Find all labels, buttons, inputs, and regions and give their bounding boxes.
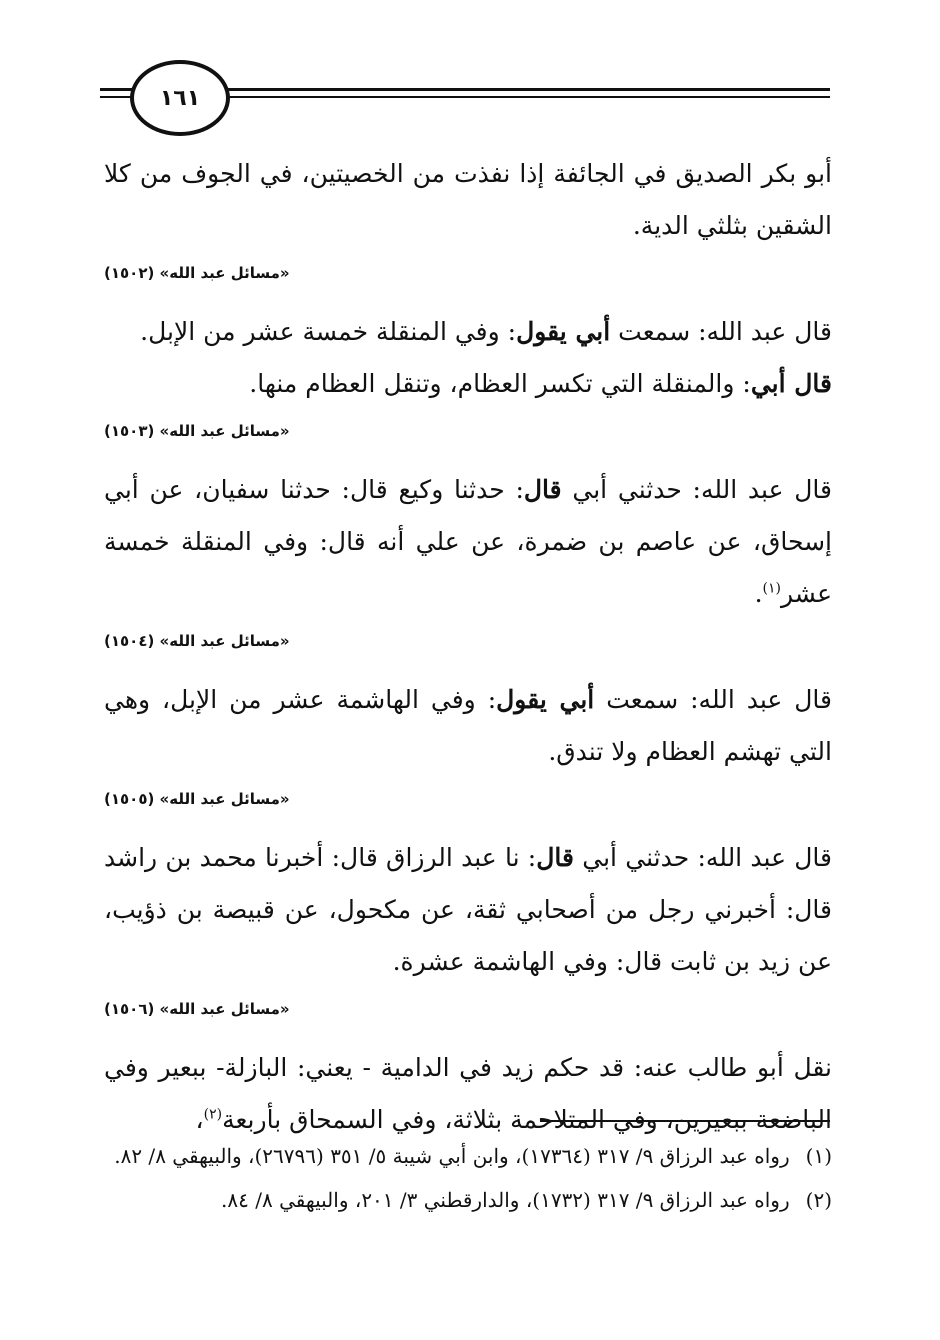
footnote-1 — [104, 1138, 832, 1174]
text: : والمنقلة التي تكسر العظام، وتنقل العظام منها. — [249, 369, 751, 398]
section-label-1504: «مسائل عبد الله» (١٥٠٤) — [104, 632, 290, 650]
paragraph-1505 — [104, 832, 832, 988]
section-label-1503: «مسائل عبد الله» (١٥٠٣) — [104, 422, 290, 440]
paragraph-1: أبو بكر الصديق في الجائفة إذا نفذت من الخصيتين، في الجوف من كلا الشقين بثلثي الدية. — [104, 159, 832, 240]
bold-text: قال — [523, 475, 562, 504]
footnotes — [104, 1138, 832, 1226]
text: : وفي المنقلة خمسة عشر من الإبل. — [140, 317, 517, 346]
text: نقل أبو طالب عنه: قد حكم زيد في الدامية - يعني: البازلة- ببعير وفي الباضعة ببعيرين، وفي المتلاحمة بثلاثة، وفي السمحاق بأربعة — [104, 1053, 832, 1134]
paragraph-1502 — [104, 306, 832, 410]
text: : وفي الهاشمة عشر من الإبل، وهي التي تهشم العظام ولا تندق. — [104, 685, 832, 766]
footnote-text: رواه عبد الرزاق ٩/ ٣١٧ (١٧٣٦٤)، وابن أبي شيبة ٥/ ٣٥١ (٢٦٧٩٦)، والبيهقي ٨/ ٨٢. — [114, 1144, 790, 1168]
section-label-1505: «مسائل عبد الله» (١٥٠٥) — [104, 790, 290, 808]
text: . — [754, 579, 763, 608]
footnote-ref-2[interactable]: (٢) — [203, 1106, 223, 1123]
main-text — [104, 148, 832, 1146]
footnote-separator — [540, 1120, 830, 1122]
text: ، — [195, 1105, 204, 1134]
paragraph-1506 — [104, 1042, 832, 1146]
bold-text: أبي يقول — [496, 685, 595, 714]
text: قال عبد الله: حدثني أبي — [561, 475, 832, 504]
footnote-2 — [104, 1182, 832, 1218]
text: : نا عبد الرزاق قال: أخبرنا محمد بن راشد قال: أخبرني رجل من أصحابي ثقة، عن مكحول، عن قبيصة بن ذؤيب، عن زيد بن ثابت قال: وفي الهاشمة عشرة. — [104, 843, 832, 976]
section-label-1502: «مسائل عبد الله» (١٥٠٢) — [104, 264, 290, 282]
text: قال عبد الله: سمعت — [594, 685, 832, 714]
paragraph-1503 — [104, 464, 832, 620]
text: قال عبد الله: حدثني أبي — [573, 843, 832, 872]
section-label-1506: «مسائل عبد الله» (١٥٠٦) — [104, 1000, 290, 1018]
page-header — [100, 60, 830, 140]
bold-text: أبي يقول — [516, 317, 611, 346]
text: : حدثنا وكيع قال: حدثنا سفيان، عن أبي إسحاق، عن عاصم بن ضمرة، عن علي أنه قال: وفي المنقلة خمسة عشر — [104, 475, 832, 608]
text: قال عبد الله: سمعت — [610, 317, 832, 346]
page-number: ١٦١ — [130, 60, 230, 136]
footnote-number: (١) — [805, 1144, 832, 1168]
footnote-text: رواه عبد الرزاق ٩/ ٣١٧ (١٧٣٢)، والدارقطني ٣/ ٢٠١، والبيهقي ٨/ ٨٤. — [221, 1188, 790, 1212]
bold-text: قال أبي — [750, 369, 832, 398]
footnote-ref-1[interactable]: (١) — [762, 580, 781, 597]
paragraph-1504 — [104, 674, 832, 778]
bold-text: قال — [536, 843, 574, 872]
footnote-number: (٢) — [805, 1188, 832, 1212]
